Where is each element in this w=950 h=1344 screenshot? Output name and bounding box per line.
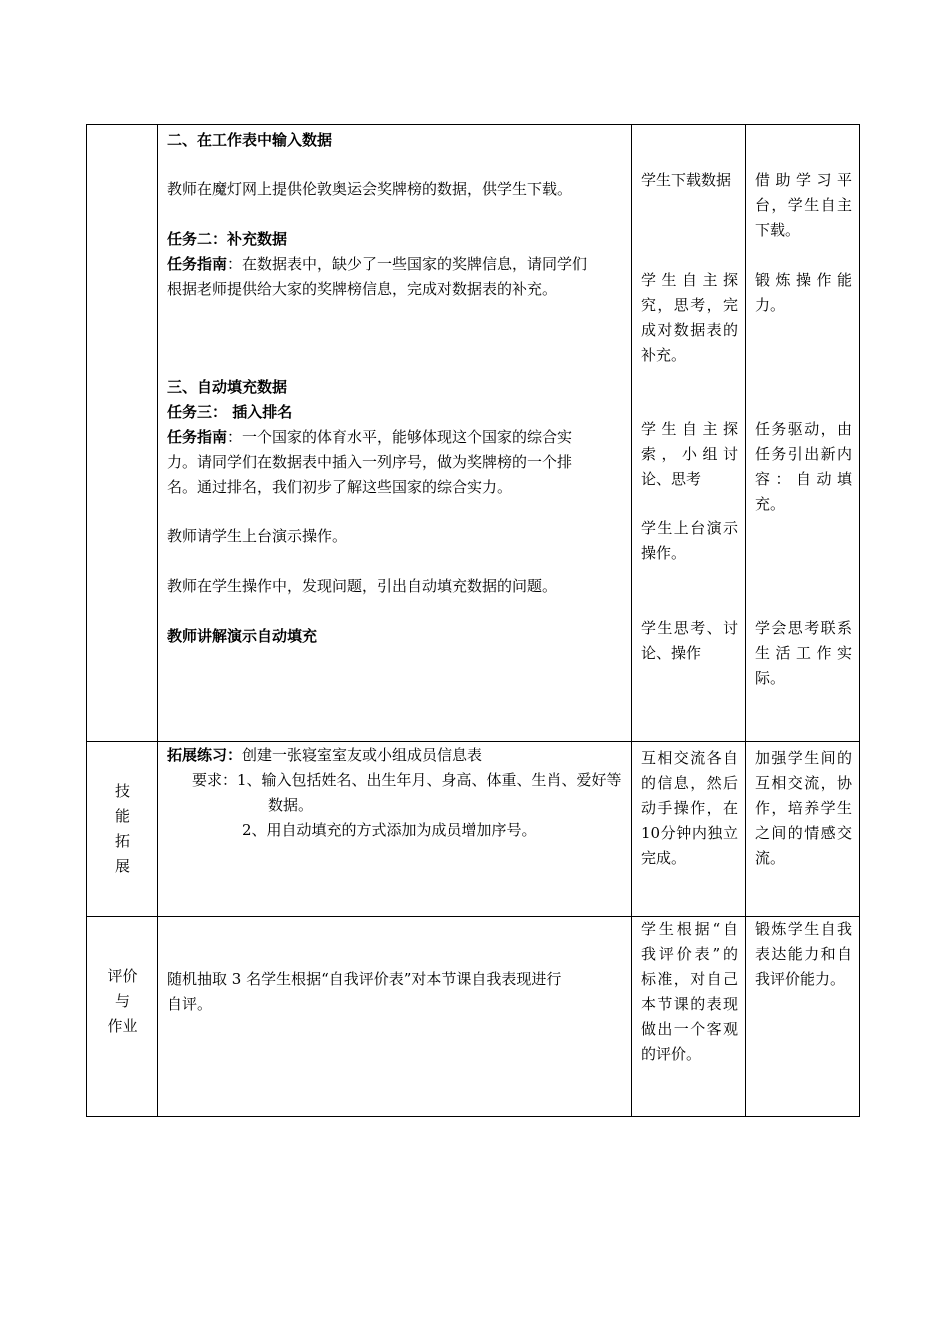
- paragraph: 随机抽取 3 名学生根据“自我评价表”对本节课自我表现进行: [167, 970, 562, 988]
- design-intent-cell: [746, 742, 860, 917]
- task-guide-text: 根据老师提供给大家的奖牌榜信息，完成对数据表的补充。: [167, 280, 558, 298]
- extension-text: 创建一张寝室室友或小组成员信息表: [242, 746, 483, 764]
- task-guide-text: 名。通过排名，我们初步了解这些国家的综合实力。: [167, 478, 513, 496]
- task-guide-label: 任务指南: [167, 428, 228, 446]
- requirement: 数据。: [268, 796, 314, 814]
- task-guide-label: 任务指南: [167, 255, 228, 273]
- design-intent: 学会思考联系生活工作实际。: [755, 619, 852, 687]
- design-intent: 借助学习平台，学生自主下载。: [755, 171, 852, 239]
- lesson-plan-table: [86, 124, 860, 1117]
- content-cell: [158, 125, 632, 742]
- section-label: 评价: [107, 967, 138, 985]
- section-heading: 二、在工作表中输入数据: [167, 131, 333, 149]
- table-row: [87, 742, 860, 917]
- student-activity-cell: [632, 917, 746, 1117]
- task-guide: [167, 254, 587, 274]
- table-row: [87, 125, 860, 742]
- section-label: 能: [114, 807, 130, 825]
- requirement: 要求：1、输入包括姓名、出生年月、身高、体重、生肖、爱好等: [192, 771, 622, 789]
- paragraph: 教师在学生操作中，发现问题，引出自动填充数据的问题。: [167, 577, 558, 595]
- section-label: 与: [114, 992, 130, 1010]
- task-guide: [167, 427, 572, 447]
- design-intent-cell: [746, 125, 860, 742]
- student-activity: 学生自主探究，思考，完成对数据表的补充。: [641, 271, 738, 364]
- section-label-cell: [87, 917, 158, 1117]
- student-activity-cell: [632, 125, 746, 742]
- task-guide-text: ：在数据表中，缺少了一些国家的奖牌信息，请同学们: [227, 255, 588, 273]
- section-label: 展: [114, 857, 130, 875]
- design-intent: 锻炼操作能力。: [755, 271, 852, 314]
- section-label: 技: [114, 782, 130, 800]
- student-activity: 互相交流各自的信息，然后动手操作，在10分钟内独立完成。: [641, 749, 738, 867]
- student-activity: 学生根据“自我评价表”的标准，对自己本节课的表现做出一个客观的评价。: [641, 920, 738, 1063]
- content-cell: [158, 742, 632, 917]
- task-guide-text: ：一个国家的体育水平，能够体现这个国家的综合实: [227, 428, 573, 446]
- student-activity: 学生思考、讨论、操作: [641, 619, 738, 662]
- section-label-cell: [87, 742, 158, 917]
- requirement: 2、用自动填充的方式添加为成员增加序号。: [242, 821, 537, 839]
- paragraph: 自评。: [167, 995, 213, 1013]
- paragraph: 教师在魔灯网上提供伦敦奥运会奖牌榜的数据，供学生下载。: [167, 180, 573, 198]
- design-intent: 锻炼学生自我表达能力和自我评价能力。: [755, 920, 852, 988]
- paragraph: 教师请学生上台演示操作。: [167, 527, 348, 545]
- extension-title: [167, 745, 482, 765]
- design-intent-cell: [746, 917, 860, 1117]
- table-row: [87, 917, 860, 1117]
- student-activity: 学生上台演示操作。: [641, 519, 738, 562]
- student-activity: 学生下载数据: [641, 171, 732, 189]
- section-label: 作业: [107, 1017, 138, 1035]
- task-title: 任务二：补充数据: [167, 230, 288, 248]
- design-intent: 任务驱动，由任务引出新内容：自动填充。: [755, 420, 852, 513]
- student-activity-cell: [632, 742, 746, 917]
- design-intent: 加强学生间的互相交流，协作，培养学生之间的情感交流。: [755, 749, 852, 867]
- paragraph: 教师讲解演示自动填充: [167, 627, 318, 645]
- section-label-cell: [87, 125, 158, 742]
- task-guide-text: 力。请同学们在数据表中插入一列序号，做为奖牌榜的一个排: [167, 453, 573, 471]
- section-heading: 三、自动填充数据: [167, 378, 288, 396]
- content-cell: [158, 917, 632, 1117]
- task-title: 任务三： 插入排名: [167, 403, 293, 421]
- student-activity: 学生自主探索，小组讨论、思考: [641, 420, 738, 488]
- extension-label: 拓展练习：: [167, 746, 243, 764]
- section-label: 拓: [114, 832, 130, 850]
